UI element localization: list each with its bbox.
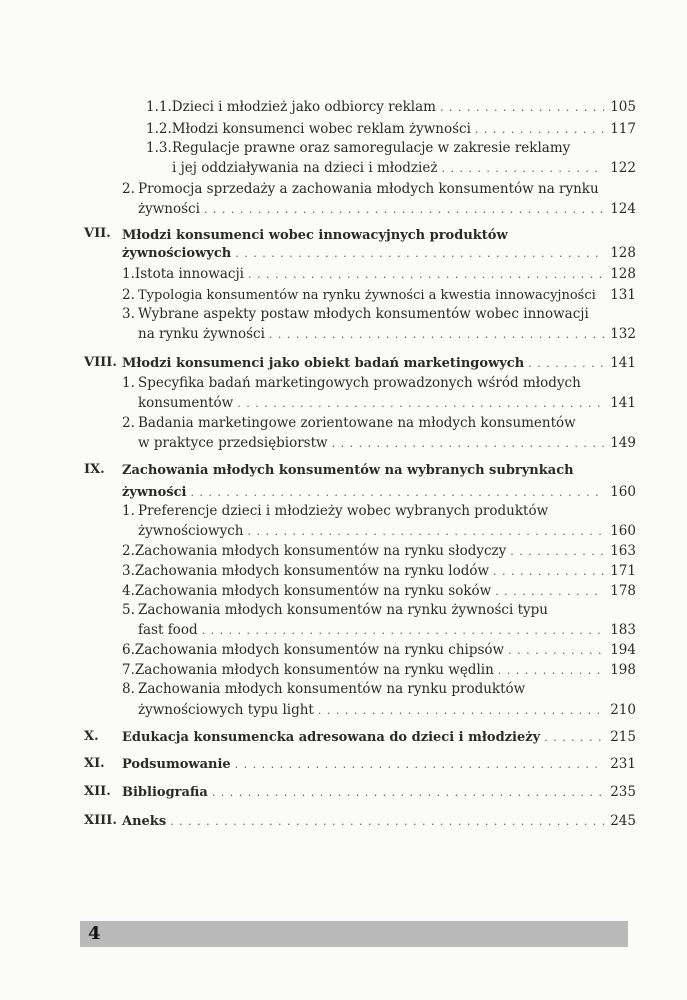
toc-entry: [122, 813, 636, 830]
chapter-title-cont: żywności: [122, 485, 187, 500]
entry-number: 1.: [122, 266, 135, 282]
dot-leader: [212, 785, 604, 801]
entry-title-cont: żywnościowych typu light: [138, 702, 314, 718]
dot-leader: [510, 544, 604, 560]
chapter-number: VIII.: [84, 355, 117, 370]
dot-leader: [190, 485, 604, 501]
entry-page: 128: [610, 245, 636, 261]
toc-entry: [122, 484, 636, 501]
entry-title: Zachowania młodych konsumentów na rynku soków: [134, 583, 492, 599]
entry-title: Specyfika badań marketingowych prowadzonych wśród młodych: [138, 375, 581, 391]
entry-title: Zachowania młodych konsumentów na rynku lodów: [134, 563, 490, 579]
dot-leader: [332, 436, 604, 452]
dot-leader: [544, 730, 604, 746]
dot-leader: [204, 202, 604, 218]
toc-entry-line: [122, 181, 599, 197]
toc-entry: [122, 563, 636, 580]
entry-page: 163: [610, 543, 636, 559]
toc-entry: [138, 523, 636, 540]
toc-entry-line: [122, 681, 525, 697]
entry-number: 5.: [122, 602, 135, 618]
footer-bar: [80, 921, 628, 947]
dot-leader: [202, 623, 604, 639]
entry-number: 1.2.: [146, 121, 172, 137]
chapter-title: Młodzi konsumenci jako obiekt badań marketingowych: [122, 356, 525, 371]
entry-page: 178: [610, 583, 636, 599]
entry-number: 1.: [122, 503, 135, 519]
toc-entry: [138, 622, 636, 639]
entry-page: 245: [610, 813, 636, 829]
entry-number: 2.: [122, 181, 135, 197]
entry-title: Istota innowacji: [134, 266, 244, 282]
entry-title-cont: w praktyce przedsiębiorstw: [138, 435, 328, 451]
dot-leader: [248, 524, 605, 540]
dot-leader: [248, 267, 604, 283]
toc-entry: [122, 266, 636, 283]
chapter-number: XIII.: [84, 813, 117, 828]
dot-leader: [235, 757, 604, 773]
entry-title-cont: na rynku żywności: [138, 326, 265, 342]
entry-number: 1.3.: [146, 140, 172, 156]
dot-leader: [493, 564, 604, 580]
dot-leader: [508, 643, 604, 659]
entry-page: 231: [610, 756, 636, 772]
toc-entry-line: [122, 415, 576, 431]
dot-leader: [440, 100, 604, 116]
toc-entry-line: [122, 306, 589, 322]
dot-leader: [475, 122, 604, 138]
toc-entry: [122, 729, 636, 746]
dot-leader: [170, 814, 604, 830]
entry-page: 128: [610, 266, 636, 282]
entry-title: Młodzi konsumenci wobec reklam żywności: [171, 121, 471, 137]
chapter-number: X.: [84, 729, 99, 744]
entry-title: Preferencje dzieci i młodzieży wobec wybranych produktów: [138, 503, 549, 519]
toc-entry-line: [122, 602, 548, 618]
entry-number: 1.: [122, 375, 135, 391]
entry-number: 2.: [122, 287, 135, 303]
toc-entry: [122, 784, 636, 801]
entry-number: 2.: [122, 543, 135, 559]
toc-entry: [122, 355, 636, 372]
toc-entry: [138, 435, 636, 452]
entry-page: 124: [610, 201, 636, 217]
entry-title-cont: konsumentów: [138, 395, 234, 411]
entry-number: 6.: [122, 642, 135, 658]
dot-leader: [528, 356, 604, 372]
chapter-title: Bibliografia: [122, 785, 208, 800]
entry-title: Zachowania młodych konsumentów na rynku produktów: [138, 681, 526, 697]
entry-page: 171: [610, 563, 636, 579]
toc-entry: [122, 642, 636, 659]
chapter-title-cont: żywnościowych: [122, 246, 232, 261]
toc-entry: [138, 201, 636, 218]
dot-leader: [237, 396, 604, 412]
entry-title: Wybrane aspekty postaw młodych konsumentów wobec innowacji: [138, 306, 589, 322]
entry-title: Badania marketingowe zorientowane na młodych konsumentów: [138, 415, 576, 431]
entry-page: 235: [610, 784, 636, 800]
chapter-title: Podsumowanie: [122, 757, 231, 772]
chapter-number: XII.: [84, 784, 111, 799]
toc-entry: [122, 287, 636, 304]
entry-page: 149: [610, 435, 636, 451]
toc-entry-line: [122, 375, 581, 391]
toc-entry: [122, 583, 636, 600]
entry-page: 183: [610, 622, 636, 638]
entry-title: Zachowania młodych konsumentów na rynku słodyczy: [134, 543, 507, 559]
entry-title-cont: żywności: [138, 201, 200, 217]
entry-page: 105: [610, 99, 636, 115]
entry-page: 141: [610, 355, 636, 371]
dot-leader: [495, 584, 604, 600]
entry-title: Regulacje prawne oraz samoregulacje w zakresie reklamy: [172, 140, 571, 156]
toc-entry-line: [146, 140, 570, 156]
toc-entry: [172, 160, 636, 177]
entry-number: 2.: [122, 415, 135, 431]
entry-page: 132: [610, 326, 636, 342]
toc-entry: [122, 245, 636, 262]
entry-page: 210: [610, 702, 636, 718]
entry-number: 1.1.: [146, 99, 172, 115]
toc-entry: [146, 99, 636, 116]
toc-entry: [122, 756, 636, 773]
chapter-number: IX.: [84, 462, 105, 477]
dot-leader: [269, 327, 604, 343]
entry-number: 3.: [122, 563, 135, 579]
entry-title: Dzieci i młodzież jako odbiorcy reklam: [171, 99, 436, 115]
toc-entry-line: [122, 503, 548, 519]
entry-page: 117: [610, 121, 636, 137]
entry-page: 198: [610, 662, 636, 678]
dot-leader: [498, 663, 604, 679]
dot-leader: [441, 161, 604, 177]
entry-page: 160: [610, 523, 636, 539]
chapter-title: Edukacja konsumencka adresowana do dzieci i młodzieży: [122, 730, 541, 745]
page-number: 4: [88, 923, 101, 944]
entry-number: 4.: [122, 583, 135, 599]
toc-entry: [122, 543, 636, 560]
entry-page: 194: [610, 642, 636, 658]
entry-page: 141: [610, 395, 636, 411]
entry-number: 7.: [122, 662, 135, 678]
entry-title: Typologia konsumentów na rynku żywności a kwestia innowacyjności: [138, 288, 596, 303]
entry-title: Zachowania młodych konsumentów na rynku chipsów: [134, 642, 505, 658]
entry-title: Zachowania młodych konsumentów na rynku wędlin: [134, 662, 494, 678]
entry-title-cont: fast food: [138, 622, 198, 638]
chapter-number: VII.: [84, 226, 111, 241]
entry-page: 131: [610, 287, 636, 303]
entry-page: 122: [610, 160, 636, 176]
chapter-title: Aneks: [122, 814, 167, 829]
dot-leader: [318, 703, 604, 719]
toc-entry: [122, 662, 636, 679]
chapter-title: Zachowania młodych konsumentów na wybranych subrynkach: [122, 463, 574, 478]
entry-title-cont: i jej oddziaływania na dzieci i młodzież: [172, 160, 438, 176]
toc-entry: [138, 326, 636, 343]
entry-number: 3.: [122, 306, 135, 322]
toc-entry: [138, 395, 636, 412]
entry-title: Promocja sprzedaży a zachowania młodych konsumentów na rynku: [138, 181, 599, 197]
toc-entry: [146, 121, 636, 138]
chapter-title: Młodzi konsumenci wobec innowacyjnych produktów: [122, 228, 508, 243]
entry-page: 160: [610, 484, 636, 500]
dot-leader: [235, 246, 604, 262]
entry-page: 215: [610, 729, 636, 745]
entry-title: Zachowania młodych konsumentów na rynku żywności typu: [138, 602, 548, 618]
entry-title-cont: żywnościowych: [138, 523, 244, 539]
toc-entry: [138, 702, 636, 719]
chapter-number: XI.: [84, 756, 105, 771]
entry-number: 8.: [122, 681, 135, 697]
